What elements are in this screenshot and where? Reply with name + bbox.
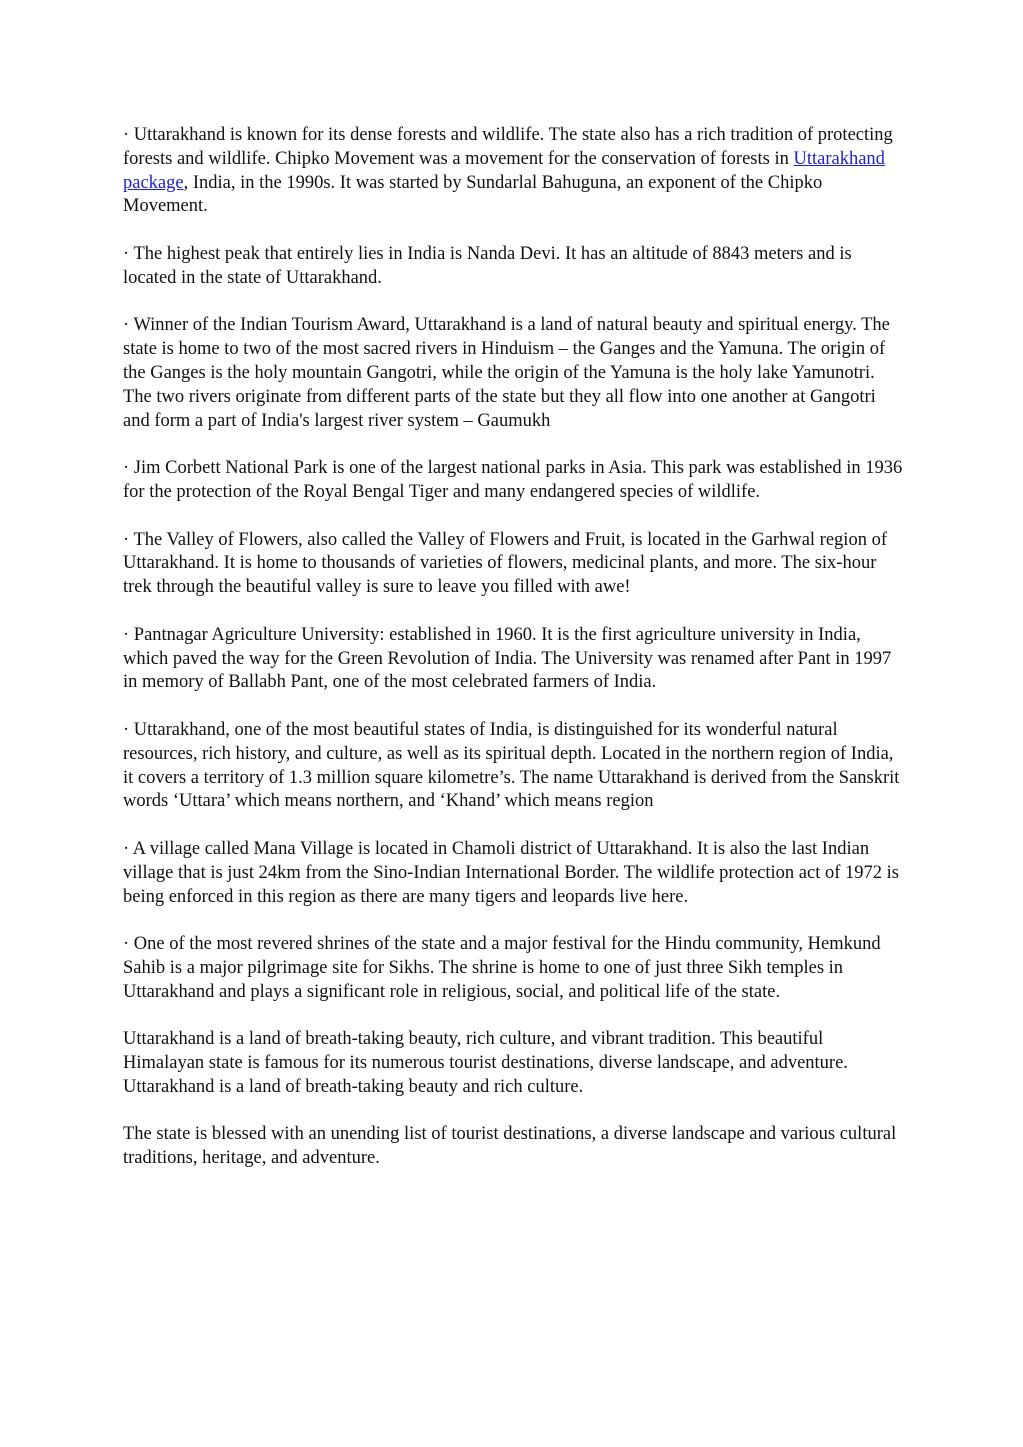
document-body (123, 124, 903, 1195)
paragraph-chipko-movement (123, 124, 903, 219)
paragraph-text-after-link: , India, in the 1990s. It was started by Sundarlal Bahuguna, an exponent of the Chipko Movement. (123, 172, 823, 217)
paragraph-tourist-destinations: The state is blessed with an unending list of tourist destinations, a diverse landscape and various cultural traditions, heritage, and adventure. (123, 1124, 897, 1169)
paragraph-tourism-award: · Winner of the Indian Tourism Award, Uttarakhand is a land of natural beauty and spiritual energy. The state is home to two of the most sacred rivers in Hinduism – the Ganges and the Yamuna. The origin of the Ganges is the holy mountain Gangotri, while the origin of the Yamuna is the holy lake Yamunotri. The two rivers originate from different parts of the state but they all flow into one another at Gangotri and form a part of India's largest river system – Gaumukh (123, 315, 890, 431)
paragraph-nanda-devi: · The highest peak that entirely lies in India is Nanda Devi. It has an altitude of 8843 meters and is located in the state of Uttarakhand. (123, 243, 852, 288)
uttarakhand-package-link[interactable]: Uttarakhand package (123, 148, 885, 193)
paragraph-valley-of-flowers: · The Valley of Flowers, also called the Valley of Flowers and Fruit, is located in the Garhwal region of Uttarakhand. It is home to thousands of varieties of flowers, medicinal plants, and more. The six-hour trek through the beautiful valley is sure to leave you filled with awe! (123, 529, 887, 598)
paragraph-uttarakhand-overview: · Uttarakhand, one of the most beautiful states of India, is distinguished for its wonderful natural resources, rich history, and culture, as well as its spiritual depth. Located in the northern region of India, it covers a territory of 1.3 million square kilometre’s. The name Uttarakhand is derived from the Sanskrit words ‘Uttara’ which means northern, and ‘Khand’ which means region (123, 719, 900, 812)
paragraph-hemkund-sahib: · One of the most revered shrines of the state and a major festival for the Hindu community, Hemkund Sahib is a major pilgrimage site for Sikhs. The shrine is home to one of just three Sikh temples in Uttarakhand and plays a significant role in religious, social, and political life of the state. (123, 934, 881, 1002)
paragraph-mana-village: · A village called Mana Village is located in Chamoli district of Uttarakhand. It is also the last Indian village that is just 24km from the Sino-Indian International Border. The wildlife protection act of 1972 is being enforced in this region as there are many tigers and leopards live here. (123, 838, 899, 907)
paragraph-text-before-link: · Uttarakhand is known for its dense forests and wildlife. The state also has a rich tradition of protecting forests and wildlife. Chipko Movement was a movement for the conservation of forests in (123, 125, 893, 169)
paragraph-pantnagar-university: · Pantnagar Agriculture University: established in 1960. It is the first agriculture university in India, which paved the way for the Green Revolution of India. The University was renamed after Pant in 1997 in memory of Ballabh Pant, one of the most celebrated farmers of India. (123, 624, 892, 693)
paragraph-land-of-beauty: Uttarakhand is a land of breath-taking beauty, rich culture, and vibrant tradition. This beautiful Himalayan state is famous for its numerous tourist destinations, diverse landscape, and adventure. Uttarakhand is a land of breath-taking beauty and rich culture. (123, 1029, 848, 1097)
paragraph-jim-corbett: · Jim Corbett National Park is one of the largest national parks in Asia. This park was established in 1936 for the protection of the Royal Bengal Tiger and many endangered species of wildlife. (123, 458, 903, 502)
